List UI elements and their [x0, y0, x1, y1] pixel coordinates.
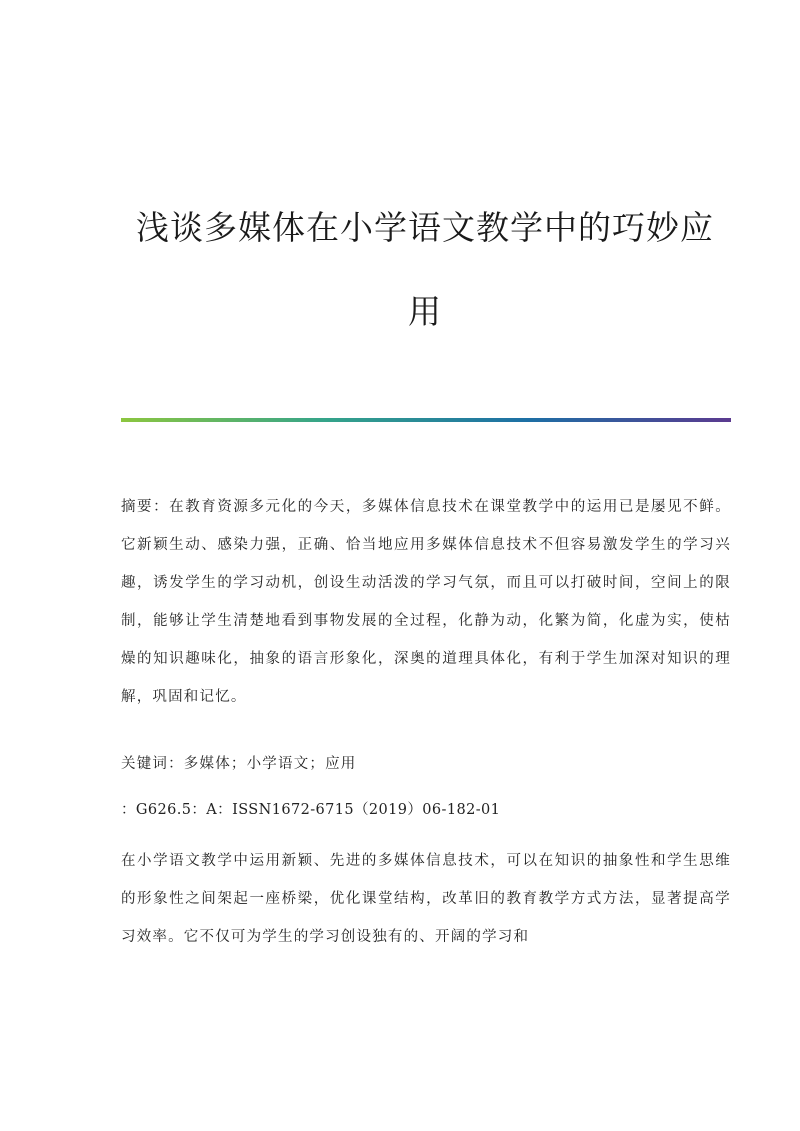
- intro-paragraph: 在小学语文教学中运用新颖、先进的多媒体信息技术，可以在知识的抽象性和学生思维的形象性之间架起一座桥梁，优化课堂结构，改革旧的教育教学方式方法，显著提高学习效率。它不仅可为学生的学习创设独有的、开阔的学习和: [121, 853, 731, 945]
- keywords-line: 关键词：多媒体；小学语文；应用: [121, 756, 357, 772]
- page-title: [120, 186, 730, 354]
- title-line-1: 浅谈多媒体在小学语文教学中的巧妙应: [136, 208, 714, 247]
- title-line-2: 用: [408, 292, 442, 331]
- abstract-paragraph: 摘要：在教育资源多元化的今天，多媒体信息技术在课堂教学中的运用已是屡见不鲜。它新颖生动、感染力强，正确、恰当地应用多媒体信息技术不但容易激发学生的学习兴趣，诱发学生的学习动机，创设生动活泼的学习气氛，而且可以打破时间，空间上的限制，能够让学生清楚地看到事物发展的全过程，化静为动，化繁为简，化虚为实，使枯燥的知识趣味化，抽象的语言形象化，深奥的道理具体化，有利于学生加深对知识的理解，巩固和记忆。: [121, 499, 731, 705]
- title-divider: [121, 418, 731, 422]
- classification-line: ：G626.5：A：ISSN1672-6715（2019）06-182-01: [121, 802, 501, 818]
